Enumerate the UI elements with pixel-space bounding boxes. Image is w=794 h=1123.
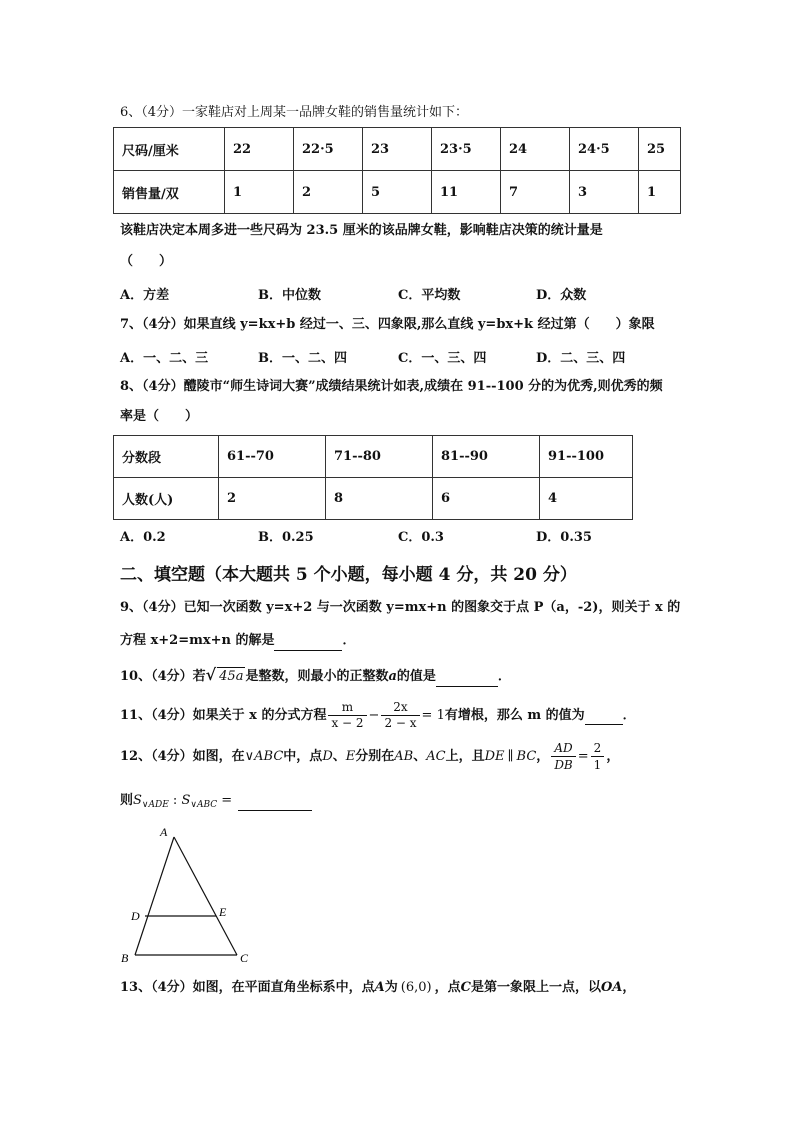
q13-oa: OA <box>600 980 623 995</box>
q6-table <box>113 127 681 214</box>
q12-triangle: ∨ABC <box>244 749 284 764</box>
label-d: D <box>131 909 140 923</box>
q12-prefix: 12、（4分）如图，在 <box>120 749 245 764</box>
q11-end: ． <box>622 708 636 723</box>
q13-suffix: 是第一象限上一点，以 <box>470 980 601 995</box>
q12-comma2: ， <box>606 749 620 764</box>
sqrt-icon: √ <box>205 665 217 684</box>
q10-end: ． <box>497 669 511 684</box>
label-a: A <box>160 825 168 839</box>
table-cell: 24·5 <box>570 128 639 171</box>
q7-option-b: B．一、二、四 <box>258 351 347 366</box>
table-cell: 人数(人) <box>114 478 219 520</box>
q11-frac1-den: x − 2 <box>331 716 364 730</box>
q13-point-a: A <box>374 980 385 995</box>
q10-var: a <box>388 669 397 684</box>
q12-ratio <box>591 740 605 773</box>
table-cell: 61--70 <box>219 436 326 478</box>
q6-option-c: C．平均数 <box>398 288 461 303</box>
q10-middle: 是整数，则最小的正整数 <box>245 669 389 684</box>
q10-suffix: 的值是 <box>396 669 436 684</box>
q12-mid3: 上，且 <box>445 749 485 764</box>
q6-option-b: B．中位数 <box>258 288 321 303</box>
q13-line <box>120 979 635 997</box>
q10-radicand: 45a <box>219 669 244 684</box>
table-cell: 2 <box>219 478 326 520</box>
q9-line2 <box>120 632 356 651</box>
table-cell: 71--80 <box>326 436 433 478</box>
q12-de: DE <box>484 749 505 764</box>
table-row <box>114 436 633 478</box>
q13-point-c: C <box>460 980 471 995</box>
table-cell: 3 <box>570 171 639 214</box>
table-cell: 22·5 <box>294 128 363 171</box>
q6-stem: 6、（4分）一家鞋店对上周某一品牌女鞋的销售量统计如下： <box>120 105 469 120</box>
q12-frac-den: DB <box>554 758 573 772</box>
q12-mid2: 分别在 <box>355 749 395 764</box>
q12-ratio-den: 1 <box>593 758 602 772</box>
q8-table <box>113 435 633 520</box>
q8-option-a: A．0.2 <box>120 530 166 545</box>
answer-blank <box>238 792 312 811</box>
q10-line <box>120 666 511 687</box>
q8-option-b: B．0.25 <box>258 530 314 545</box>
q12-sep2: 、 <box>413 749 427 764</box>
q6-option-d: D．众数 <box>536 288 587 303</box>
table-cell: 23 <box>363 128 432 171</box>
table-cell: 销售量/双 <box>114 171 225 214</box>
q13-mid: 为 <box>384 980 398 995</box>
q8-stem-line1: 8、（4分）醴陵市“师生诗词大赛”成绩结果统计如表,成绩在 91--100 分的为优秀,则优秀的频 <box>120 379 663 394</box>
q6-text: 该鞋店决定本周多进一些尺码为 23.5 厘米的该品牌女鞋，影响鞋店决策的统计量是 <box>120 223 603 238</box>
q6-option-a: A．方差 <box>120 288 170 303</box>
answer-blank <box>274 632 342 651</box>
q8-option-d: D．0.35 <box>536 530 592 545</box>
answer-blank <box>585 708 623 725</box>
table-cell: 7 <box>501 171 570 214</box>
q12-mid1: 中，点 <box>283 749 323 764</box>
q8-option-c: C．0.3 <box>398 530 444 545</box>
q12-bc: BC <box>516 749 537 764</box>
table-cell: 4 <box>540 478 633 520</box>
q11-suffix: 有增根，那么 m 的值为 <box>444 708 585 723</box>
q8-stem-line2: 率是（ ） <box>120 409 199 424</box>
side-ac <box>174 837 237 955</box>
q12-point-d: D <box>322 749 333 764</box>
table-cell: 22 <box>225 128 294 171</box>
label-b: B <box>121 951 129 965</box>
q12-parallel: ∥ <box>507 749 514 764</box>
table-cell: 2 <box>294 171 363 214</box>
table-cell: 91--100 <box>540 436 633 478</box>
q12-area-symbol: S <box>133 793 142 808</box>
q11-frac1-num: m <box>328 700 366 716</box>
q11-fraction-1 <box>328 700 366 731</box>
q12-colon: : <box>168 793 182 808</box>
q11-line <box>120 700 636 732</box>
q12-line1 <box>120 740 619 774</box>
q11-eq: = 1 <box>421 708 445 723</box>
side-ab <box>135 837 174 955</box>
table-cell: 81--90 <box>433 436 540 478</box>
q13-coord: (6,0) <box>400 980 432 995</box>
q12-sub1: ∨ADE <box>141 800 169 810</box>
q9-end: ． <box>342 633 356 648</box>
q11-frac2-den: 2 − x <box>384 716 417 730</box>
table-cell: 尺码/厘米 <box>114 128 225 171</box>
section-title: 二、填空题（本大题共 5 个小题，每小题 4 分，共 20 分） <box>120 565 577 585</box>
q12-area-symbol-2: S <box>181 793 191 808</box>
q13-mid2: ，点 <box>434 980 461 995</box>
q9-line1: 9、（4分）已知一次函数 y=x+2 与一次函数 y=mx+n 的图象交于点 P（a，-2)，则关于 x 的 <box>120 600 681 615</box>
q12-point-e: E <box>345 749 356 764</box>
q12-line2 <box>120 792 312 814</box>
q7-stem: 7、（4分）如果直线 y=kx+b 经过一、三、四象限,那么直线 y=bx+k 经过第（ ）象限 <box>120 317 655 332</box>
q11-fraction-2 <box>381 700 419 731</box>
q12-sub2: ∨ABC <box>190 800 218 810</box>
q13-end: ， <box>622 980 636 995</box>
table-cell: 23·5 <box>432 128 501 171</box>
q12-ab: AB <box>394 749 414 764</box>
q7-option-c: C．一、三、四 <box>398 351 487 366</box>
q11-prefix: 11、（4分）如果关于 x 的分式方程 <box>120 708 327 723</box>
table-cell: 5 <box>363 171 432 214</box>
table-cell: 1 <box>639 171 681 214</box>
table-row <box>114 171 681 214</box>
q12-eq2: = <box>217 793 233 808</box>
table-cell: 分数段 <box>114 436 219 478</box>
q11-frac2-num: 2x <box>381 700 419 716</box>
q12-sep1: 、 <box>332 749 346 764</box>
q10-prefix: 10、（4分）若 <box>120 669 206 684</box>
answer-blank <box>436 668 498 687</box>
table-cell: 8 <box>326 478 433 520</box>
q13-prefix: 13、（4分）如图，在平面直角坐标系中，点 <box>120 980 375 995</box>
q11-minus: − <box>368 708 380 723</box>
q12-eq: = <box>577 749 589 764</box>
label-c: C <box>240 951 249 965</box>
q12-frac-num: AD <box>551 740 575 757</box>
q12-comma: ， <box>536 749 550 764</box>
table-cell: 24 <box>501 128 570 171</box>
q12-line2-prefix: 则 <box>120 793 134 808</box>
triangle-figure <box>110 825 270 970</box>
table-cell: 1 <box>225 171 294 214</box>
table-cell: 25 <box>639 128 681 171</box>
q7-option-a: A．一、二、三 <box>120 351 209 366</box>
q12-fraction <box>551 740 575 773</box>
table-row <box>114 128 681 171</box>
table-row <box>114 478 633 520</box>
q12-ac: AC <box>426 749 446 764</box>
label-e: E <box>219 905 227 919</box>
q12-ratio-num: 2 <box>591 740 605 757</box>
table-cell: 6 <box>433 478 540 520</box>
q6-paren: （ ） <box>120 254 173 269</box>
q9-line2-text: 方程 x+2=mx+n 的解是 <box>120 633 275 648</box>
table-cell: 11 <box>432 171 501 214</box>
q7-option-d: D．二、三、四 <box>536 351 626 366</box>
